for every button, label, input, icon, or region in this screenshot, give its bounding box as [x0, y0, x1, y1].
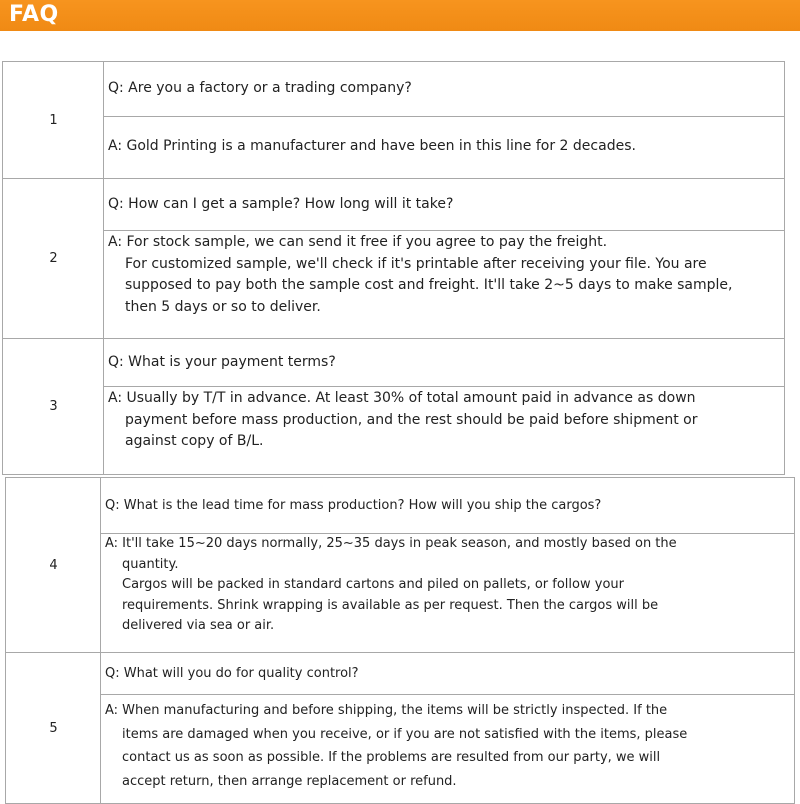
faq-answer-line: payment before mass production, and the rest should be paid before shipment or [125, 411, 698, 428]
faq-answer-line: A: When manufacturing and before shipping, the items will be strictly inspected. If the [105, 703, 668, 718]
faq-answer-line: For customized sample, we'll check if it's printable after receiving your file. You are [125, 255, 707, 272]
faq-answer-cell [100, 694, 795, 804]
faq-answer-line: delivered via sea or air. [122, 618, 275, 633]
faq-number-cell [5, 652, 101, 804]
faq-answer-line: A: For stock sample, we can send it free if you agree to pay the freight. [108, 234, 608, 250]
faq-answer-cell [103, 230, 785, 339]
faq-question: Q: What will you do for quality control? [105, 665, 359, 681]
faq-answer-line: A: Usually by T/T in advance. At least 30% of total amount paid in advance as down [108, 390, 696, 406]
faq-number-cell [2, 178, 104, 339]
faq-answer-line: supposed to pay both the sample cost and freight. It'll take 2~5 days to make sample, [125, 277, 733, 293]
faq-number-cell [2, 61, 104, 179]
faq-answer-line: quantity. [122, 556, 179, 572]
faq-answer-line: then 5 days or so to deliver. [125, 298, 321, 315]
faq-question-cell [100, 477, 795, 534]
faq-answer-line: requirements. Shrink wrapping is available as per request. Then the cargos will be [122, 597, 659, 613]
faq-answer-line: accept return, then arrange replacement or refund. [122, 773, 457, 789]
faq-number: 1 [49, 112, 58, 128]
faq-number-cell [5, 477, 101, 653]
faq-answer-line: against copy of B/L. [125, 433, 264, 449]
faq-number: 2 [49, 251, 58, 266]
faq-answer-line: items are damaged when you receive, or if you are not satisfied with the items, please [122, 726, 688, 742]
faq-answer-cell [103, 386, 785, 475]
faq-number: 3 [49, 399, 58, 414]
faq-question: Q: What is your payment terms? [108, 353, 336, 370]
faq-question-cell [103, 338, 785, 387]
faq-banner [0, 0, 800, 31]
faq-answer-cell [100, 533, 795, 653]
faq-question-cell [100, 652, 795, 695]
faq-number-cell [2, 338, 104, 475]
faq-answer-line: A: It'll take 15~20 days normally, 25~35 days in peak season, and mostly based on the [105, 536, 677, 551]
faq-answer-line: Cargos will be packed in standard cartons and piled on pallets, or follow your [122, 577, 624, 592]
faq-number: 4 [49, 557, 58, 573]
page-title: FAQ [9, 2, 59, 27]
faq-number: 5 [49, 720, 58, 736]
faq-answer-line: contact us as soon as possible. If the problems are resulted from our party, we will [122, 750, 661, 765]
faq-question: Q: Are you a factory or a trading company? [108, 80, 412, 97]
faq-question: Q: What is the lead time for mass production? How will you ship the cargos? [105, 497, 602, 513]
faq-question-cell [103, 61, 785, 117]
faq-answer-cell [103, 116, 785, 179]
faq-question-cell [103, 178, 785, 231]
faq-question: Q: How can I get a sample? How long will it take? [108, 195, 454, 212]
faq-answer-line: A: Gold Printing is a manufacturer and have been in this line for 2 decades. [108, 138, 636, 154]
